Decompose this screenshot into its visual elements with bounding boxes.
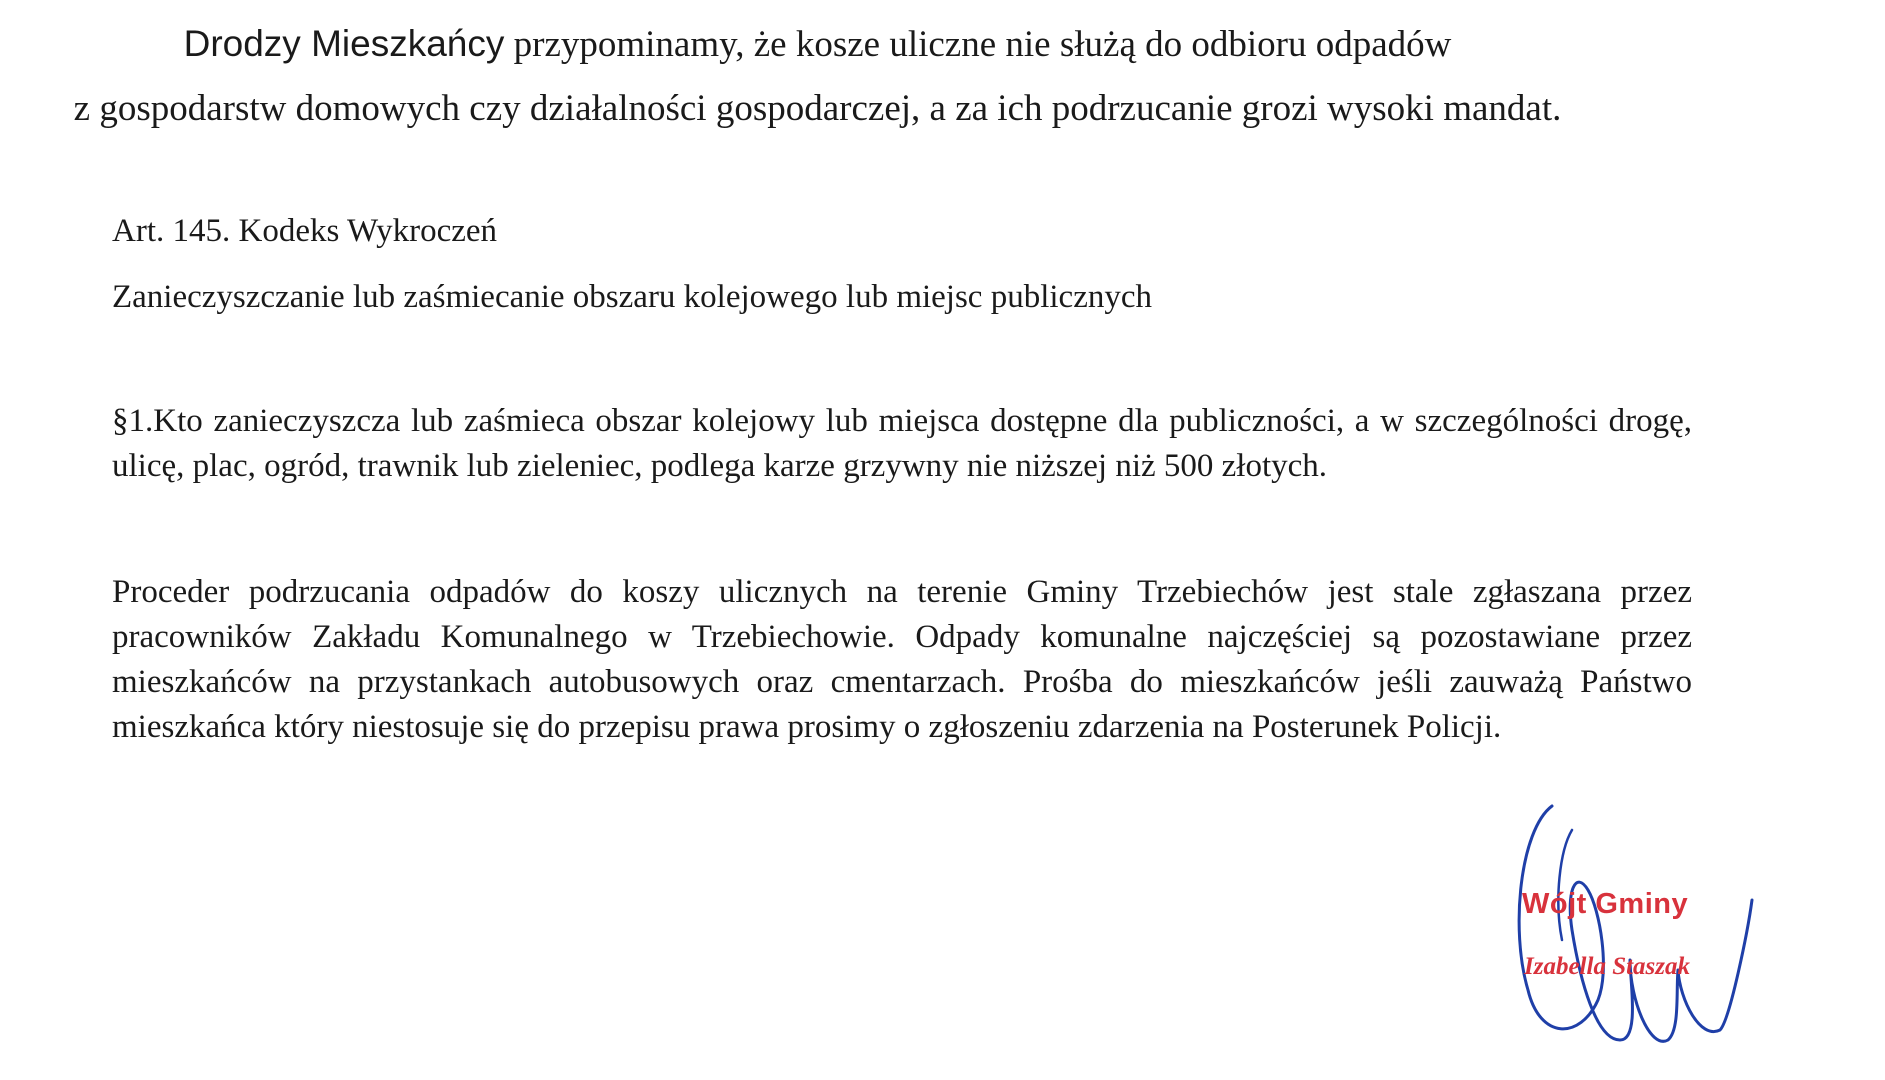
header-line-1-text: przypominamy, że kosze uliczne nie służą do odbioru odpadów (504, 24, 1452, 65)
signature-stroke (1519, 806, 1752, 1041)
article-title: Art. 145. Kodeks Wykroczeń (112, 213, 498, 249)
header-greeting: Drodzy Mieszkańcy (183, 23, 505, 64)
signature-block (1480, 790, 1780, 1070)
stamp-name: Izabella Staszak (1524, 953, 1691, 980)
stamp-title: Wójt Gminy (1522, 888, 1689, 920)
header-line-2: z gospodarstw domowych czy działalności gospodarczej, a za ich podrzucanie grozi wysoki mandat. (73, 88, 1562, 129)
paragraph-notice: Proceder podrzucania odpadów do koszy ulicznych na terenie Gminy Trzebiechów jest stale zgłaszana przez pracowników Zakładu Komunalnego w Trzebiechowie. Odpady komunalne najczęściej są pozostawiane przez mieszkańców na przystankach autobusowych oraz cmentarzach. Prośba do mieszkańców jeśli zauważą Państwo mieszkańca który niestosuje się do przepisu prawa prosimy o zgłoszeniu zdarzenia na Posterunek Policji. (112, 574, 1692, 745)
handwritten-signature-icon (1480, 790, 1780, 1070)
header-line-1 (0, 22, 1760, 67)
article-subtitle: Zanieczyszczanie lub zaśmiecanie obszaru kolejowego lub miejsc publicznych (112, 279, 1152, 315)
paragraph-section-1: §1.Kto zanieczyszcza lub zaśmieca obszar kolejowy lub miejsca dostępne dla publiczności, a w szczególności drogę, ulicę, plac, ogród, trawnik lub zieleniec, podlega karze grzywny nie niższej niż 500 złotych. (112, 403, 1692, 484)
